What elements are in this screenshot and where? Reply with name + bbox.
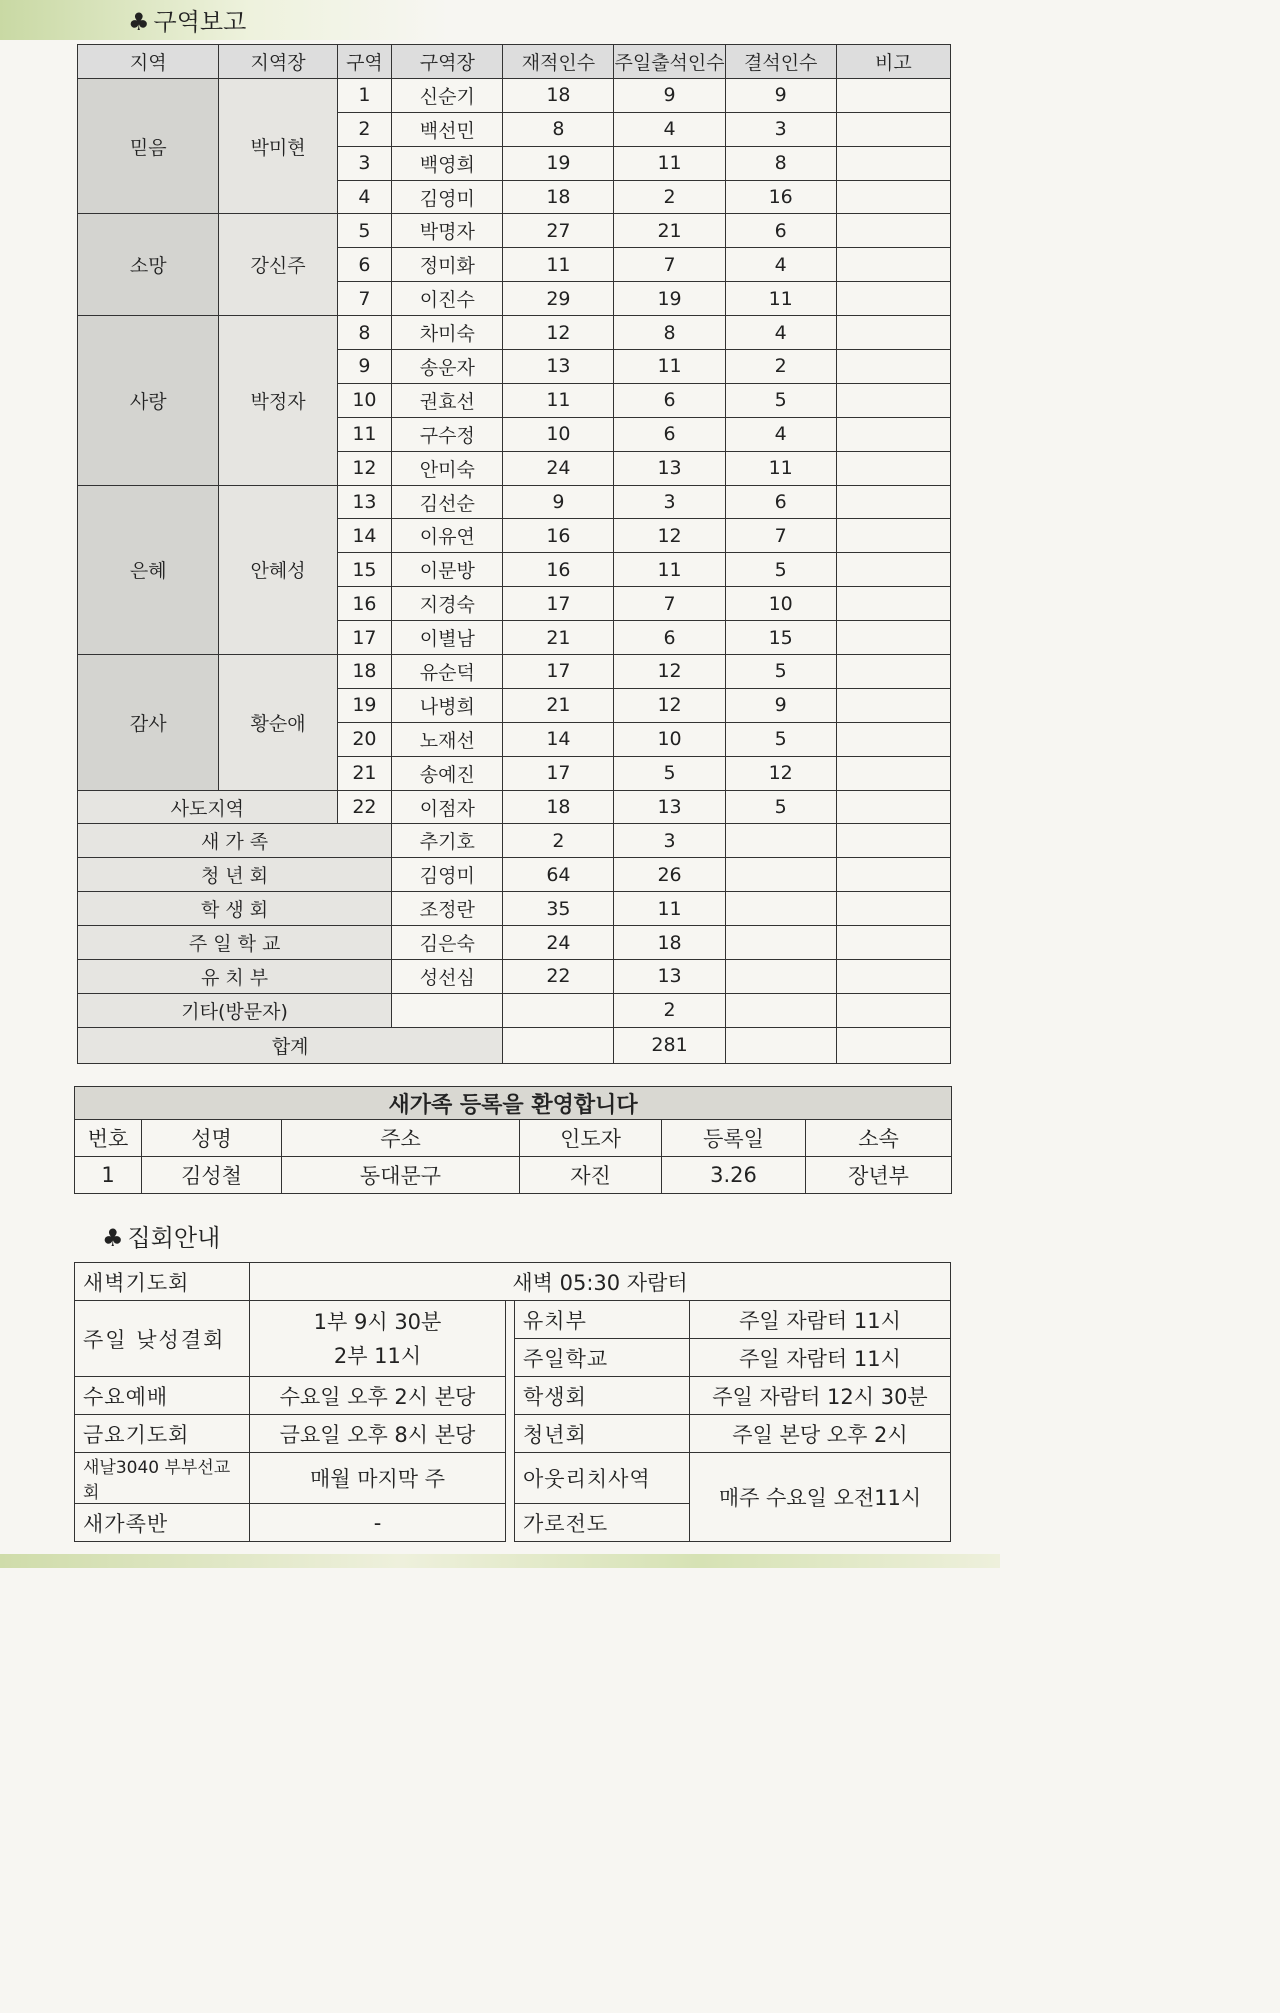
- region-name-cell: 믿음: [78, 78, 219, 214]
- absent-cell: 5: [725, 553, 836, 587]
- region-name-cell: 사도지역: [78, 790, 338, 824]
- note-cell: [836, 146, 950, 180]
- district-number-cell: 7: [337, 282, 392, 316]
- attendance-cell: 6: [614, 417, 725, 451]
- table-header-row: [78, 45, 951, 79]
- absent-cell: 5: [725, 655, 836, 689]
- note-cell: [836, 688, 950, 722]
- district-head-cell: 노재선: [392, 722, 503, 756]
- region-name-cell: 은혜: [78, 485, 219, 654]
- absent-cell: 4: [725, 316, 836, 350]
- table-cell: 이점자: [392, 790, 503, 824]
- note-cell: [836, 756, 950, 790]
- group-head-cell: 추기호: [392, 824, 503, 858]
- district-head-cell: 박명자: [392, 214, 503, 248]
- group-head-cell: 김영미: [392, 858, 503, 892]
- meeting-row: [75, 1301, 951, 1339]
- table-row: [75, 1157, 952, 1194]
- enrolled-cell: 16: [503, 519, 614, 553]
- attendance-cell: 18: [614, 926, 725, 960]
- total-attendance-cell: 281: [614, 1027, 725, 1063]
- enrolled-cell: 16: [503, 553, 614, 587]
- newfamily-cell: 자진: [520, 1157, 662, 1194]
- district-head-cell: 송운자: [392, 350, 503, 384]
- absent-cell: 11: [725, 282, 836, 316]
- attendance-cell: 11: [614, 350, 725, 384]
- column-header: 번호: [75, 1120, 142, 1157]
- group-name-cell: 주 일 학 교: [78, 926, 392, 960]
- district-head-cell: 이별남: [392, 621, 503, 655]
- attendance-cell: 6: [614, 383, 725, 417]
- district-number-cell: 2: [337, 112, 392, 146]
- note-cell: [836, 587, 950, 621]
- district-head-cell: 백영희: [392, 146, 503, 180]
- note-cell: [836, 282, 950, 316]
- meeting-label: 새벽기도회: [75, 1263, 250, 1301]
- enrolled-cell: 27: [503, 214, 614, 248]
- enrolled-cell: 22: [503, 960, 614, 994]
- meeting-value-line: 2부 11시: [333, 1343, 422, 1368]
- meeting-value-line: 1부 9시 30분: [313, 1309, 442, 1334]
- district-head-cell: 백선민: [392, 112, 503, 146]
- district-number-cell: 20: [337, 722, 392, 756]
- district-head-cell: 이진수: [392, 282, 503, 316]
- column-header: 인도자: [520, 1120, 662, 1157]
- meeting-label: 주일 낮성결회: [75, 1301, 250, 1377]
- column-header: 지역: [78, 45, 219, 79]
- note-cell: [836, 350, 950, 384]
- absent-cell: 12: [725, 756, 836, 790]
- note-cell: [836, 926, 950, 960]
- absent-cell: 15: [725, 621, 836, 655]
- district-head-cell: 이유연: [392, 519, 503, 553]
- newfamily-cell: 장년부: [806, 1157, 952, 1194]
- district-number-cell: 3: [337, 146, 392, 180]
- group-head-cell: 성선심: [392, 960, 503, 994]
- attendance-cell: 21: [614, 214, 725, 248]
- meeting-value: -: [250, 1504, 506, 1542]
- meeting-label: 가로전도: [515, 1504, 690, 1542]
- enrolled-cell: 11: [503, 248, 614, 282]
- table-cell: [503, 1027, 614, 1063]
- district-number-cell: 5: [337, 214, 392, 248]
- note-cell: [836, 180, 950, 214]
- region-leader-cell: 안혜성: [219, 485, 337, 654]
- column-header: 결석인수: [725, 45, 836, 79]
- district-number-cell: 11: [337, 417, 392, 451]
- column-header: 소속: [806, 1120, 952, 1157]
- note-cell: [836, 960, 950, 994]
- total-row: [78, 1027, 951, 1063]
- attendance-cell: 12: [614, 519, 725, 553]
- table-cell: [725, 1027, 836, 1063]
- table-row: [78, 214, 951, 248]
- enrolled-cell: 21: [503, 621, 614, 655]
- note-cell: [836, 892, 950, 926]
- table-row: [78, 960, 951, 994]
- absent-cell: 9: [725, 688, 836, 722]
- note-cell: [836, 417, 950, 451]
- note-cell: [836, 112, 950, 146]
- table-cell: 13: [614, 790, 725, 824]
- absent-cell: 8: [725, 146, 836, 180]
- group-name-cell: 기타(방문자): [78, 993, 392, 1027]
- attendance-cell: 8: [614, 316, 725, 350]
- enrolled-cell: 24: [503, 451, 614, 485]
- district-number-cell: 8: [337, 316, 392, 350]
- district-head-cell: 이문방: [392, 553, 503, 587]
- district-number-cell: 21: [337, 756, 392, 790]
- meeting-value: 새벽 05:30 자람터: [250, 1263, 951, 1301]
- table-cell: [725, 993, 836, 1027]
- meeting-label: 수요예배: [75, 1377, 250, 1415]
- total-label-cell: 합계: [78, 1027, 503, 1063]
- enrolled-cell: 18: [503, 78, 614, 112]
- district-head-cell: 김영미: [392, 180, 503, 214]
- enrolled-cell: 17: [503, 587, 614, 621]
- table-row: [78, 993, 951, 1027]
- group-head-cell: 조정란: [392, 892, 503, 926]
- district-report-table: [77, 44, 951, 1064]
- note-cell: [836, 553, 950, 587]
- district-number-cell: 6: [337, 248, 392, 282]
- absent-cell: [725, 892, 836, 926]
- meeting-value: 금요일 오후 8시 본당: [250, 1415, 506, 1453]
- enrolled-cell: 9: [503, 485, 614, 519]
- column-header: 등록일: [662, 1120, 806, 1157]
- enrolled-cell: 2: [503, 824, 614, 858]
- district-head-cell: 정미화: [392, 248, 503, 282]
- section-title-report: ♣ 구역보고: [128, 8, 247, 36]
- banner-row: [75, 1087, 952, 1120]
- attendance-cell: 6: [614, 621, 725, 655]
- column-gap: [506, 1301, 515, 1542]
- club-icon: ♣: [102, 1224, 124, 1252]
- note-cell: [836, 316, 950, 350]
- absent-cell: 7: [725, 519, 836, 553]
- region-leader-cell: 박미현: [219, 78, 337, 214]
- district-number-cell: 19: [337, 688, 392, 722]
- enrolled-cell: 17: [503, 756, 614, 790]
- district-head-cell: 안미숙: [392, 451, 503, 485]
- note-cell: [836, 993, 950, 1027]
- table-cell: 22: [337, 790, 392, 824]
- region-name-cell: 감사: [78, 655, 219, 791]
- meeting-label: 유치부: [515, 1301, 690, 1339]
- attendance-cell: 12: [614, 655, 725, 689]
- meeting-row: [75, 1263, 951, 1301]
- attendance-cell: 13: [614, 451, 725, 485]
- table-row: [78, 892, 951, 926]
- meeting-value: 매월 마지막 주: [250, 1453, 506, 1504]
- column-header: 재적인수: [503, 45, 614, 79]
- enrolled-cell: 29: [503, 282, 614, 316]
- attendance-cell: 12: [614, 688, 725, 722]
- table-cell: [503, 993, 614, 1027]
- attendance-cell: 2: [614, 180, 725, 214]
- column-header: 성명: [142, 1120, 282, 1157]
- absent-cell: 11: [725, 451, 836, 485]
- attendance-cell: 4: [614, 112, 725, 146]
- enrolled-cell: 14: [503, 722, 614, 756]
- attendance-cell: 3: [614, 485, 725, 519]
- table-row: [78, 655, 951, 689]
- enrolled-cell: 19: [503, 146, 614, 180]
- enrolled-cell: 64: [503, 858, 614, 892]
- column-header: 구역장: [392, 45, 503, 79]
- note-cell: [836, 790, 950, 824]
- district-number-cell: 16: [337, 587, 392, 621]
- enrolled-cell: 18: [503, 180, 614, 214]
- group-name-cell: 유 치 부: [78, 960, 392, 994]
- district-number-cell: 13: [337, 485, 392, 519]
- region-leader-cell: 강신주: [219, 214, 337, 316]
- meeting-value: 주일 자람터 11시: [690, 1339, 951, 1377]
- note-cell: [836, 519, 950, 553]
- table-row: [78, 485, 951, 519]
- meeting-label: 금요기도회: [75, 1415, 250, 1453]
- attendance-cell: 5: [614, 756, 725, 790]
- meeting-value: 주일 자람터 11시: [690, 1301, 951, 1339]
- district-head-cell: 신순기: [392, 78, 503, 112]
- note-cell: [836, 485, 950, 519]
- newfamily-banner: 새가족 등록을 환영합니다: [75, 1087, 952, 1120]
- district-head-cell: 나병희: [392, 688, 503, 722]
- table-row: [78, 316, 951, 350]
- table-row: [78, 858, 951, 892]
- absent-cell: 6: [725, 214, 836, 248]
- meeting-value: [250, 1301, 506, 1377]
- absent-cell: 6: [725, 485, 836, 519]
- district-head-cell: 권효선: [392, 383, 503, 417]
- attendance-cell: 19: [614, 282, 725, 316]
- meeting-label: 주일학교: [515, 1339, 690, 1377]
- meeting-label: 학생회: [515, 1377, 690, 1415]
- district-number-cell: 10: [337, 383, 392, 417]
- region-leader-cell: 황순애: [219, 655, 337, 791]
- meeting-value: 주일 자람터 12시 30분: [690, 1377, 951, 1415]
- note-cell: [836, 248, 950, 282]
- meeting-label: 새날3040 부부선교회: [75, 1453, 250, 1504]
- newfamily-cell: 3.26: [662, 1157, 806, 1194]
- note-cell: [836, 451, 950, 485]
- enrolled-cell: 21: [503, 688, 614, 722]
- district-head-cell: 송예진: [392, 756, 503, 790]
- column-header: 비고: [836, 45, 950, 79]
- attendance-cell: 3: [614, 824, 725, 858]
- column-header: 주소: [282, 1120, 520, 1157]
- meeting-label: 청년회: [515, 1415, 690, 1453]
- attendance-cell: 11: [614, 892, 725, 926]
- enrolled-cell: 35: [503, 892, 614, 926]
- enrolled-cell: 17: [503, 655, 614, 689]
- enrolled-cell: 10: [503, 417, 614, 451]
- note-cell: [836, 78, 950, 112]
- enrolled-cell: 11: [503, 383, 614, 417]
- group-name-cell: 청 년 회: [78, 858, 392, 892]
- absent-cell: 10: [725, 587, 836, 621]
- district-head-cell: 지경숙: [392, 587, 503, 621]
- note-cell: [836, 214, 950, 248]
- section-title-meetings: ♣ 집회안내: [102, 1224, 221, 1252]
- note-cell: [836, 621, 950, 655]
- attendance-cell: 26: [614, 858, 725, 892]
- attendance-cell: 9: [614, 78, 725, 112]
- newfamily-table: [74, 1086, 952, 1194]
- absent-cell: 3: [725, 112, 836, 146]
- table-header-row: [75, 1120, 952, 1157]
- district-number-cell: 9: [337, 350, 392, 384]
- meeting-label: 아웃리치사역: [515, 1453, 690, 1504]
- district-head-cell: 김선순: [392, 485, 503, 519]
- note-cell: [836, 824, 950, 858]
- group-head-cell: 김은숙: [392, 926, 503, 960]
- region-name-cell: 사랑: [78, 316, 219, 485]
- column-header: 지역장: [219, 45, 337, 79]
- district-number-cell: 14: [337, 519, 392, 553]
- attendance-cell: 7: [614, 248, 725, 282]
- absent-cell: [725, 858, 836, 892]
- group-name-cell: 학 생 회: [78, 892, 392, 926]
- note-cell: [836, 655, 950, 689]
- enrolled-cell: 12: [503, 316, 614, 350]
- district-number-cell: 1: [337, 78, 392, 112]
- column-header: 주일출석인수: [614, 45, 725, 79]
- attendance-cell: 10: [614, 722, 725, 756]
- district-number-cell: 4: [337, 180, 392, 214]
- note-cell: [836, 722, 950, 756]
- absent-cell: 2: [725, 350, 836, 384]
- region-leader-cell: 박정자: [219, 316, 337, 485]
- absent-cell: [725, 824, 836, 858]
- attendance-cell: 2: [614, 993, 725, 1027]
- district-number-cell: 15: [337, 553, 392, 587]
- note-cell: [836, 858, 950, 892]
- district-head-cell: 구수정: [392, 417, 503, 451]
- attendance-cell: 7: [614, 587, 725, 621]
- note-cell: [836, 383, 950, 417]
- meeting-value: 주일 본당 오후 2시: [690, 1415, 951, 1453]
- district-head-cell: 유순덕: [392, 655, 503, 689]
- table-cell: 5: [725, 790, 836, 824]
- absent-cell: 9: [725, 78, 836, 112]
- newfamily-cell: 1: [75, 1157, 142, 1194]
- note-cell: [836, 1027, 950, 1063]
- enrolled-cell: 24: [503, 926, 614, 960]
- column-header: 구역: [337, 45, 392, 79]
- club-icon: ♣: [128, 8, 150, 36]
- absent-cell: 16: [725, 180, 836, 214]
- table-row: [78, 790, 951, 824]
- table-cell: 18: [503, 790, 614, 824]
- table-row: [78, 78, 951, 112]
- district-head-cell: 차미숙: [392, 316, 503, 350]
- absent-cell: 5: [725, 383, 836, 417]
- newfamily-cell: 김성철: [142, 1157, 282, 1194]
- enrolled-cell: 8: [503, 112, 614, 146]
- attendance-cell: 11: [614, 146, 725, 180]
- absent-cell: 4: [725, 417, 836, 451]
- meeting-label: 새가족반: [75, 1504, 250, 1542]
- enrolled-cell: 13: [503, 350, 614, 384]
- table-row: [78, 824, 951, 858]
- meeting-value: 수요일 오후 2시 본당: [250, 1377, 506, 1415]
- absent-cell: [725, 960, 836, 994]
- bottom-decoration: [0, 1554, 1000, 1568]
- meeting-value: 매주 수요일 오전11시: [690, 1453, 951, 1542]
- group-name-cell: 새 가 족: [78, 824, 392, 858]
- newfamily-cell: 동대문구: [282, 1157, 520, 1194]
- meeting-info-table: [74, 1262, 951, 1542]
- absent-cell: 5: [725, 722, 836, 756]
- attendance-cell: 13: [614, 960, 725, 994]
- absent-cell: 4: [725, 248, 836, 282]
- district-number-cell: 12: [337, 451, 392, 485]
- region-name-cell: 소망: [78, 214, 219, 316]
- table-cell: [392, 993, 503, 1027]
- attendance-cell: 11: [614, 553, 725, 587]
- absent-cell: [725, 926, 836, 960]
- table-row: [78, 926, 951, 960]
- district-number-cell: 18: [337, 655, 392, 689]
- district-number-cell: 17: [337, 621, 392, 655]
